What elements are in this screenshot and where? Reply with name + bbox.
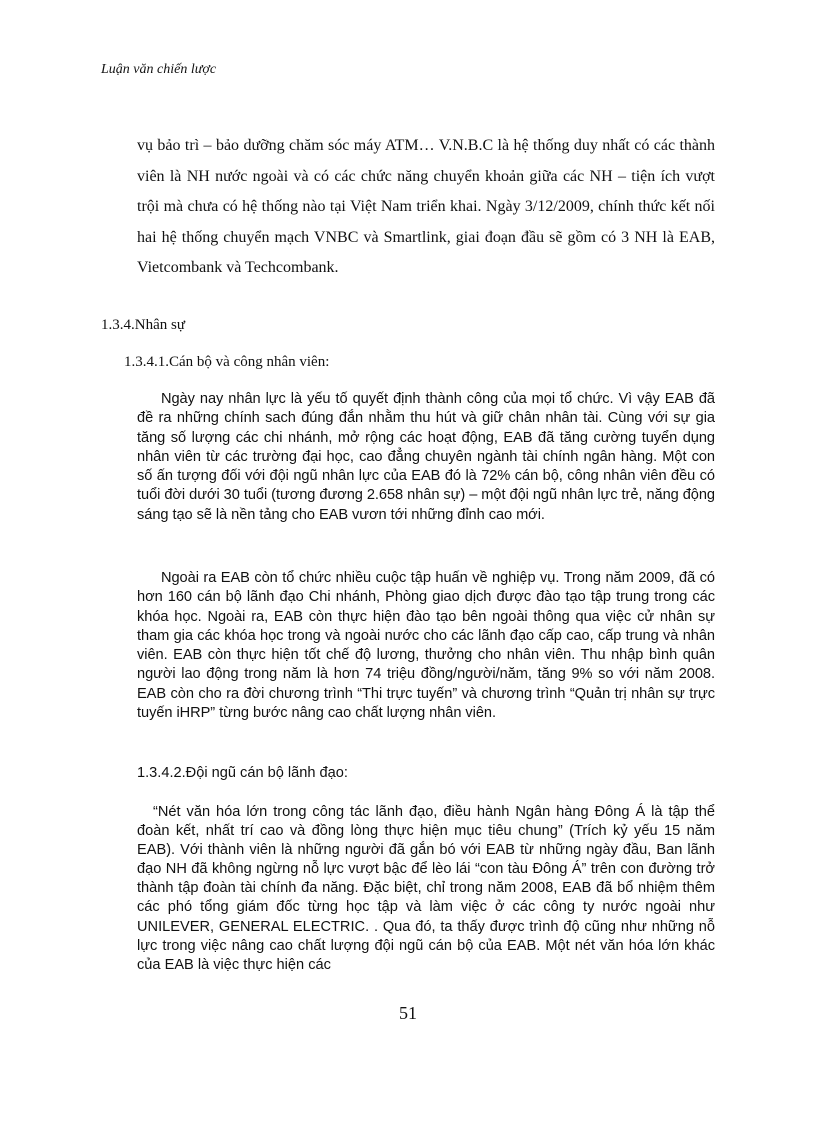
body-paragraph: “Nét văn hóa lớn trong công tác lãnh đạo, điều hành Ngân hàng Đông Á là tập thể đoàn kết, nhất trí cao và đồng lòng thực hiện mục tiêu chung” (Trích kỷ yếu 15 năm EAB). Với thành viên là những người đã gắn bó với EAB từ những ngày đầu, Ban lãnh đạo NH đã không ngừng nỗ lực vượt bậc để lèo lái “con tàu Đông Á” trên con đường trở thành tập đoàn tài chính đa năng. Đặc biệt, chỉ trong năm 2008, EAB đã bổ nhiệm thêm các phó tổng giám đốc từng học tập và làm việc ở các công ty nước ngoài như UNILEVER, GENERAL ELECTRIC. . Qua đó, ta thấy được trình độ cũng như những nỗ lực trong việc nâng cao chất lượng đội ngũ cán bộ của EAB. Một nét văn hóa lớn khác của EAB là việc thực hiện các [137, 804, 715, 973]
subsection-heading: 1.3.4.2.Đội ngũ cán bộ lãnh đạo: [137, 765, 348, 781]
body-paragraph: vụ bảo trì – bảo dưỡng chăm sóc máy ATM… V.N.B.C là hệ thống duy nhất có các thành viên là NH nước ngoài và có các chức năng chuyển khoản giữa các NH – tiện ích vượt trội mà chưa có hệ thống nào tại Việt Nam triển khai. Ngày 3/12/2009, chính thức kết nối hai hệ thống chuyển mạch VNBC và Smartlink, giai đoạn đầu sẽ gồm có 3 NH là EAB, Vietcombank và Techcombank. [137, 137, 715, 276]
page-number: 51 [399, 1003, 417, 1023]
subsection-heading: 1.3.4.1.Cán bộ và công nhân viên: [124, 354, 330, 370]
section-heading: 1.3.4.Nhân sự [101, 317, 185, 333]
running-header: Luận văn chiến lược [101, 62, 217, 77]
body-paragraph: Ngoài ra EAB còn tổ chức nhiều cuộc tập huấn về nghiệp vụ. Trong năm 2009, đã có hơn 160 cán bộ lãnh đạo Chi nhánh, Phòng giao dịch được đào tạo tập trung trong các khóa học. Ngoài ra, EAB còn thực hiện đào tạo bên ngoài thông qua việc cử nhân sự tham gia các khóa học trong và ngoài nước cho các lãnh đạo cấp cao, cấp trung và nhân viên. EAB còn thực hiện tốt chế độ lương, thưởng cho nhân viên. Thu nhập bình quân người lao động trong năm là hơn 74 triệu đồng/người/năm, tăng 9% so với năm 2008. EAB còn cho ra đời chương trình “Thi trực tuyến” và chương trình “Quản trị nhân sự trực tuyến iHRP” từng bước nâng cao chất lượng nhân viên. [137, 570, 715, 722]
body-paragraph: Ngày nay nhân lực là yếu tố quyết định thành công của mọi tổ chức. Vì vậy EAB đã đề ra những chính sach đúng đắn nhằm thu hút và giữ chân nhân tài. Cùng với sự gia tăng số lượng các chi nhánh, mở rộng các hoạt động, EAB đã tăng cường tuyển dụng nhân viên từ các trường đại học, cao đẳng chuyên ngành tài chính ngân hàng. Một con số ấn tượng đối với đội ngũ nhân lực của EAB đó là 72% cán bộ, công nhân viên đều có tuổi đời dưới 30 tuổi (tương đương 2.658 nhân sự) – một đội ngũ nhân lực trẻ, năng động sáng tạo sẽ là nền tảng cho EAB vươn tới những đỉnh cao mới. [137, 391, 715, 523]
